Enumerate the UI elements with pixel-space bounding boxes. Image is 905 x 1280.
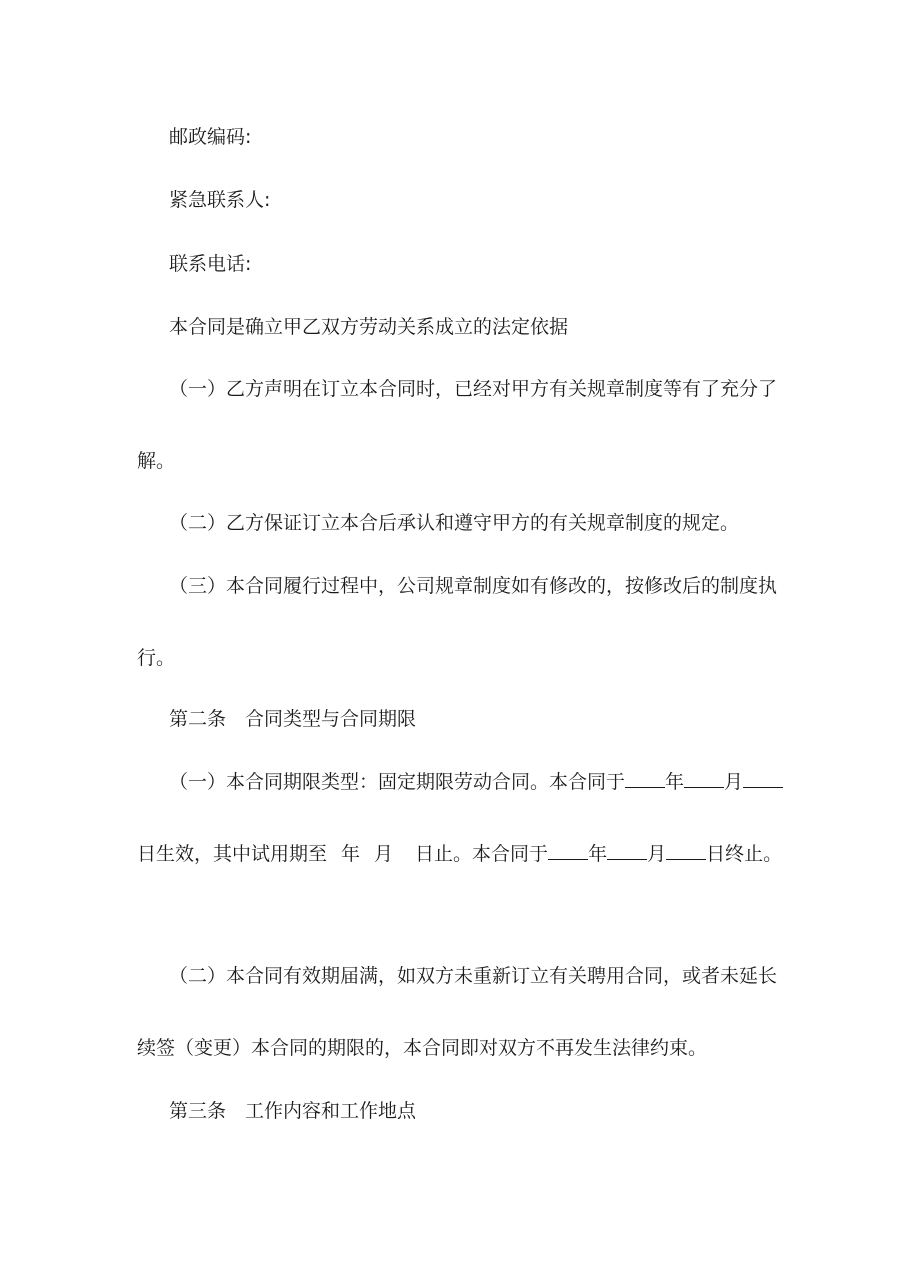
contract-basis-text: 本合同是确立甲乙双方劳动关系成立的法定依据 [169,316,569,338]
emergency-contact-label: 紧急联系人: [169,189,271,211]
phone-label: 联系电话: [169,253,252,275]
rules-item-2: （二）乙方保证订立本合后承认和遵守甲方的有关规章制度的规定。 [169,512,740,534]
start-month-label: 月 [724,771,744,793]
article-2-item-2-line-1: （二）本合同有效期届满，如双方未重新订立有关聘用合同，或者未延长 [169,965,778,987]
rules-item-1-line-2: 解。 [137,450,176,472]
until-text: 日止。本合同于 [415,843,549,865]
rules-item-3-line-2: 行。 [137,647,176,669]
end-year-blank [548,842,588,860]
end-day-blank [666,842,706,860]
term-type-text: （一）本合同期限类型：固定期限劳动合同。本合同于 [169,771,626,793]
start-year-label: 年 [665,771,685,793]
probation-month-label: 月 [374,843,394,865]
probation-year-label: 年 [341,843,361,865]
start-day-blank [743,770,783,788]
effective-text: 日生效，其中试用期至 [137,843,328,865]
article-2-heading: 第二条 合同类型与合同期限 [169,708,417,730]
article-2-item-1-line-1 [169,770,783,794]
start-month-blank [684,770,724,788]
termination-text: 日终止。 [706,843,783,865]
rules-item-1-line-1: （一）乙方声明在订立本合同时，已经对甲方有关规章制度等有了充分了 [169,378,778,400]
article-3-heading: 第三条 工作内容和工作地点 [169,1100,417,1122]
start-year-blank [625,770,665,788]
end-month-label: 月 [647,843,667,865]
article-2-item-2-line-2: 续签（变更）本合同的期限的，本合同即对双方不再发生法律约束。 [137,1037,708,1059]
end-month-blank [607,842,647,860]
postal-code-label: 邮政编码: [169,126,252,148]
end-year-label: 年 [588,843,608,865]
article-2-item-1-line-2 [137,842,782,866]
rules-item-3-line-1: （三）本合同履行过程中，公司规章制度如有修改的，按修改后的制度执 [169,575,778,597]
